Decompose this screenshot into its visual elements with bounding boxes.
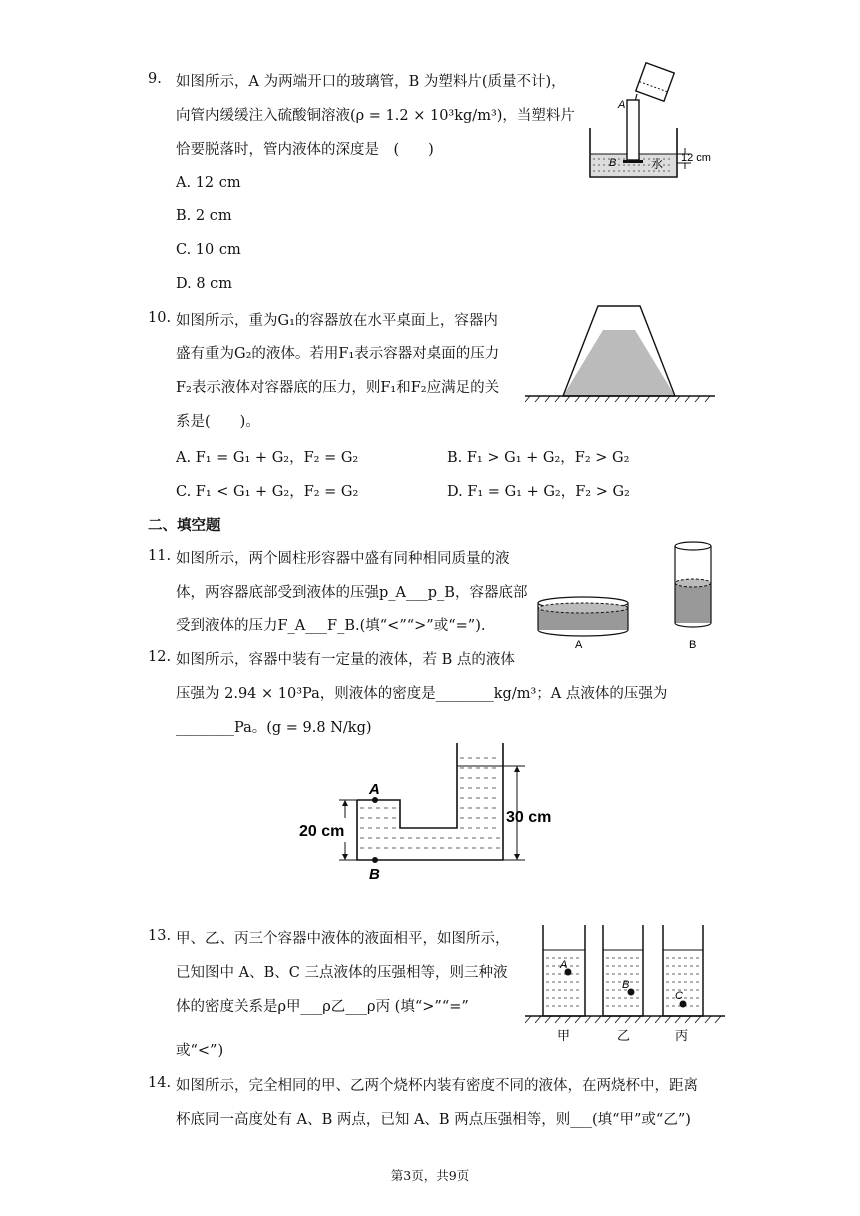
point-c: C: [675, 990, 683, 1002]
question-number: 10.: [148, 310, 172, 326]
question-number: 13.: [148, 928, 172, 944]
left-height-label: 20 cm: [299, 823, 345, 840]
question-text-line: 如图所示，A 为两端开口的玻璃管，B 为塑料片(质量不计)，: [176, 74, 566, 90]
tube-figure: [585, 62, 725, 182]
option-b: B. F₁ > G₁ + G₂，F₂ > G₂: [447, 450, 630, 466]
label-a: A: [618, 99, 626, 111]
question-text-line: 已知图中 A、B、C 三点液体的压强相等，则三种液: [176, 965, 508, 981]
depth-label: 12 cm: [681, 152, 711, 164]
option-a: A. F₁ = G₁ + G₂，F₂ = G₂: [176, 450, 359, 466]
pouring-beaker: [636, 63, 674, 101]
question-text-line: 恰要脱落时，管内液体的深度是 ( ): [176, 142, 434, 158]
question-text-line: 或“<”): [176, 1043, 224, 1059]
point-b: B: [622, 979, 630, 991]
question-text-line: 受到液体的压力F_A___F_B.(填“<”“>”或“=”).: [176, 618, 486, 634]
question-number: 9.: [148, 71, 162, 87]
option-b: B. 2 cm: [176, 208, 232, 224]
option-a: A. 12 cm: [176, 175, 241, 191]
label-a: A: [575, 639, 583, 651]
water-label: 水: [651, 157, 664, 171]
label-bing: 丙: [675, 1028, 689, 1043]
section-heading: 二、填空题: [148, 517, 221, 534]
label-b: B: [369, 866, 380, 883]
question-text-line: 如图所示，容器中装有一定量的液体，若 B 点的液体: [176, 652, 515, 668]
question-text-line: 体的密度关系是ρ甲___ρ乙___ρ丙 (填“>”“=”: [176, 999, 469, 1015]
u-container-figure: [295, 738, 570, 888]
right-height-label: 30 cm: [506, 809, 552, 826]
question-text-line: 如图所示，两个圆柱形容器中盛有同种相同质量的液: [176, 551, 510, 567]
question-text-line: 甲、乙、丙三个容器中液体的液面相平，如图所示，: [176, 931, 510, 947]
question-text-line: ________Pa。(g = 9.8 N/kg): [176, 720, 372, 736]
option-d: D. F₁ = G₁ + G₂，F₂ > G₂: [447, 484, 630, 500]
question-text-line: 杯底同一高度处有 A、B 两点，已知 A、B 两点压强相等，则___(填“甲”或“乙”): [176, 1112, 691, 1128]
question-text-line: F₂表示液体对容器底的压力，则F₁和F₂应满足的关: [176, 380, 500, 396]
three-containers-figure: [525, 920, 725, 1045]
trapezoid-container-figure: [525, 296, 715, 408]
cylinders-figure: [535, 538, 735, 653]
label-b: B: [609, 157, 617, 169]
page-footer: 第3页，共9页: [390, 1168, 470, 1183]
question-text-line: 压强为 2.94 × 10³Pa，则液体的密度是________kg/m³；A 点液体的压强为: [176, 686, 668, 702]
question-text-line: 如图所示，重为G₁的容器放在水平桌面上，容器内: [176, 313, 498, 329]
question-text-line: 体，两容器底部受到液体的压强p_A___p_B，容器底部: [176, 585, 528, 601]
question-number: 11.: [148, 548, 172, 564]
question-number: 12.: [148, 649, 172, 665]
question-text-line: 系是( )。: [176, 414, 260, 430]
label-a: A: [369, 781, 380, 798]
point-a: A: [560, 959, 568, 971]
question-text-line: 如图所示，完全相同的甲、乙两个烧杯内装有密度不同的液体，在两烧杯中，距离: [176, 1078, 698, 1094]
option-c: C. 10 cm: [176, 242, 241, 258]
option-d: D. 8 cm: [176, 276, 233, 292]
question-text-line: 盛有重为G₂的液体。若用F₁表示容器对桌面的压力: [176, 346, 500, 362]
label-yi: 乙: [617, 1028, 631, 1043]
question-number: 14.: [148, 1075, 172, 1091]
question-text-line: 向管内缓缓注入硫酸铜溶液(ρ = 1.2 × 10³kg/m³)，当塑料片: [176, 108, 575, 124]
option-c: C. F₁ < G₁ + G₂，F₂ = G₂: [176, 484, 359, 500]
label-jia: 甲: [557, 1028, 571, 1043]
label-b: B: [689, 639, 697, 651]
